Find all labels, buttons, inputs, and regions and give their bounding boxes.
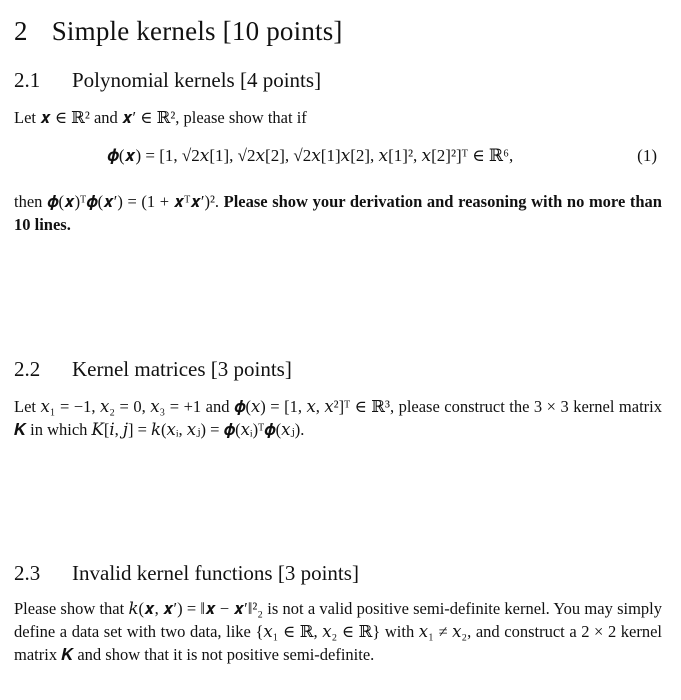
subsection-title-text: Polynomial kernels [4 points] <box>72 68 322 92</box>
subsection-title-text: Kernel matrices [3 points] <box>72 357 292 381</box>
subsection-title-text: Invalid kernel functions [3 points] <box>72 561 359 585</box>
equation-1 <box>0 146 681 172</box>
section-title-text: Simple kernels [10 points] <box>51 16 343 46</box>
section-number: 2 <box>14 16 28 46</box>
section-title <box>14 16 343 47</box>
paragraph-2-1-task <box>14 190 662 236</box>
subsection-number: 2.1 <box>14 68 41 92</box>
paragraph-2-1-intro: Let 𝒙 ∈ ℝ² and 𝒙′ ∈ ℝ², please show that if <box>14 108 307 127</box>
subsection-title-2-1 <box>14 68 321 93</box>
subsection-number: 2.2 <box>14 357 41 381</box>
task-math-text: then 𝝓(𝒙)ᵀ𝝓(𝒙′) = (1 + 𝒙ᵀ𝒙′)². <box>14 192 224 211</box>
subsection-title-2-3 <box>14 561 359 586</box>
equation-body: 𝝓(𝒙) = [1, √2𝑥[1], √2𝑥[2], √2𝑥[1]𝑥[2], 𝑥[1]², 𝑥[2]²]ᵀ ∈ ℝ⁶, <box>107 146 514 165</box>
subsection-number: 2.3 <box>14 561 41 585</box>
paragraph-2-2-body: Let 𝑥₁ = −1, 𝑥₂ = 0, 𝑥₃ = +1 and 𝝓(𝑥) = [1, 𝑥, 𝑥²]ᵀ ∈ ℝ³, please construct the 3 × 3 kernel matrix 𝑲 in which 𝐾[𝑖, 𝑗] = 𝑘(𝑥ᵢ, 𝑥ⱼ) = 𝝓(𝑥ᵢ)ᵀ𝝓(𝑥ⱼ). <box>14 397 662 439</box>
paragraph-2-3-body: Please show that 𝑘(𝒙, 𝒙′) = ‖𝒙 − 𝒙′‖²₂ is not a valid positive semi-definite kernel. You may simply define a data set with two data, like {𝑥₁ ∈ ℝ, 𝑥₂ ∈ ℝ} with 𝑥₁ ≠ 𝑥₂, and construct a 2 × 2 kernel matrix 𝑲 and show that it is not positive semi-definite. <box>14 599 662 664</box>
equation-number: (1) <box>637 146 657 165</box>
task-bold-text: Please show your derivation and reasoning with no more than 10 lines. <box>14 192 662 234</box>
subsection-title-2-2 <box>14 357 292 382</box>
